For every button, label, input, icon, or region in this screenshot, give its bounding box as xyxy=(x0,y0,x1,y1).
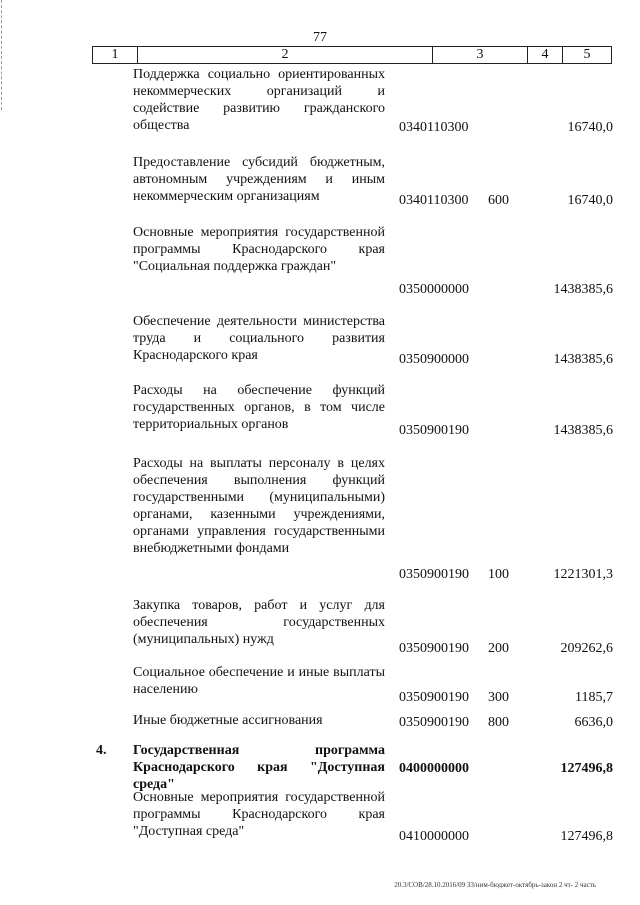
table-row xyxy=(0,455,640,583)
footer-path: 20.3/СОВ/28.10.2016/09 33/ним-бюджет-октябрь-закон 2 чт- 2 часть xyxy=(394,881,596,889)
table-row xyxy=(0,224,640,298)
row-code: 0400000000 xyxy=(399,761,469,776)
row-amount: 1185,7 xyxy=(575,690,613,705)
row-description: Предоставление субсидий бюджетным, автономным учреждениям и иным некоммерческим организациям xyxy=(133,155,385,204)
row-type: 300 xyxy=(488,690,509,705)
row-code: 0410000000 xyxy=(399,829,469,844)
row-description: Государственная программа Краснодарского края "Доступная среда" xyxy=(133,743,385,792)
row-description: Расходы на обеспечение функций государственных органов, в том числе территориальных органов xyxy=(133,383,385,432)
row-number: 4. xyxy=(96,743,107,758)
table-row xyxy=(0,789,640,845)
table-row xyxy=(0,66,640,136)
row-amount: 1438385,6 xyxy=(553,423,613,438)
row-code: 0340110300 xyxy=(399,120,469,135)
table-row xyxy=(0,597,640,657)
table-row xyxy=(0,742,640,792)
row-code: 0350900190 xyxy=(399,567,469,582)
row-description: Расходы на выплаты персоналу в целях обеспечения выполнения функций государственными (муниципальными) органами, казенными учреждениями, органами управления государственными внебюджетными фондами xyxy=(133,456,385,556)
row-code: 0350900000 xyxy=(399,352,469,367)
row-amount: 1221301,3 xyxy=(553,567,613,582)
page-number: 77 xyxy=(313,30,327,45)
row-amount: 6636,0 xyxy=(574,715,613,730)
table-row xyxy=(0,382,640,439)
row-amount: 1438385,6 xyxy=(553,282,613,297)
table-row xyxy=(0,664,640,706)
table-row xyxy=(0,712,640,731)
row-type: 800 xyxy=(488,715,509,730)
header-col-3: 3 xyxy=(433,47,528,63)
row-type: 100 xyxy=(488,567,509,582)
row-amount: 209262,6 xyxy=(560,641,613,656)
row-code: 0350000000 xyxy=(399,282,469,297)
row-description: Закупка товаров, работ и услуг для обеспечения государственных (муниципальных) нужд xyxy=(133,598,385,647)
row-type: 200 xyxy=(488,641,509,656)
row-code: 0350900190 xyxy=(399,715,469,730)
row-code: 0340110300 xyxy=(399,193,469,208)
header-col-5: 5 xyxy=(583,47,591,62)
row-amount: 16740,0 xyxy=(567,193,613,208)
table-row xyxy=(0,313,640,368)
row-description: Обеспечение деятельности министерства труда и социального развития Краснодарского края xyxy=(133,314,385,363)
row-amount: 127496,8 xyxy=(560,761,613,776)
table-header xyxy=(92,46,612,64)
row-description: Иные бюджетные ассигнования xyxy=(133,713,323,728)
row-description: Основные мероприятия государственной программы Краснодарского края "Доступная среда" xyxy=(133,790,385,839)
row-code: 0350900190 xyxy=(399,641,469,656)
row-description: Социальное обеспечение и иные выплаты населению xyxy=(133,665,385,697)
header-col-1: 1 xyxy=(93,47,138,63)
row-amount: 127496,8 xyxy=(560,829,613,844)
header-col-4: 4 xyxy=(528,47,563,63)
row-description: Основные мероприятия государственной программы Краснодарского края "Социальная поддержка граждан" xyxy=(133,225,385,274)
row-code: 0350900190 xyxy=(399,423,469,438)
row-description: Поддержка социально ориентированных некоммерческих организаций и содействие развитию гражданского общества xyxy=(133,67,385,133)
row-amount: 16740,0 xyxy=(567,120,613,135)
row-code: 0350900190 xyxy=(399,690,469,705)
row-amount: 1438385,6 xyxy=(553,352,613,367)
header-col-2: 2 xyxy=(138,47,433,63)
table-row xyxy=(0,154,640,209)
row-type: 600 xyxy=(488,193,509,208)
